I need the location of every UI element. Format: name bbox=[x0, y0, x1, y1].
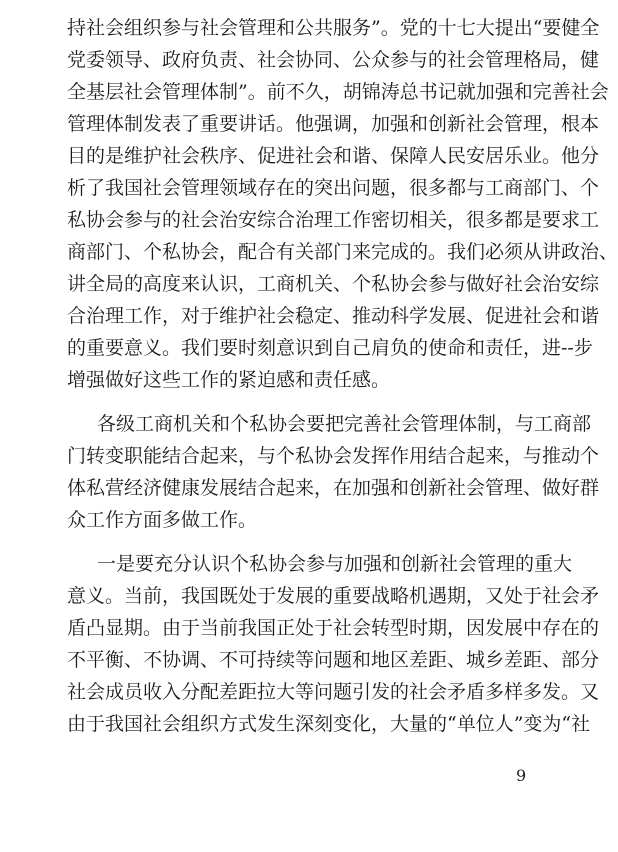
paragraph-3-line-3: 盾凸显期。由于当前我国正处于社会转型时期，因发展中存在的 bbox=[67, 617, 600, 639]
paragraph-2-line-1: 各级工商机关和个私协会要把完善社会管理体制，与工商部 bbox=[97, 413, 592, 435]
paragraph-1-line-6: 析了我国社会管理领域存在的突出问题，很多都与工商部门、个 bbox=[67, 177, 600, 199]
paragraph-3-line-5: 社会成员收入分配差距拉大等问题引发的社会矛盾多样多发。又 bbox=[67, 681, 600, 703]
paragraph-3-line-2: 意义。当前，我国既处于发展的重要战略机遇期，又处于社会矛 bbox=[67, 585, 600, 607]
paragraph-3-line-1: 一是要充分认识个私协会参与加强和创新社会管理的重大 bbox=[97, 553, 573, 575]
paragraph-1-line-4: 管理体制发表了重要讲话。他强调，加强和创新社会管理，根本 bbox=[67, 113, 600, 135]
paragraph-3-line-4: 不平衡、不协调、不可持续等问题和地区差距、城乡差距、部分 bbox=[67, 649, 600, 671]
paragraph-2-line-3: 体私营经济健康发展结合起来，在加强和创新社会管理、做好群 bbox=[67, 477, 600, 499]
page-number: 9 bbox=[516, 766, 527, 785]
paragraph-1-line-3: 全基层社会管理体制”。前不久，胡锦涛总书记就加强和完善社会 bbox=[67, 81, 609, 103]
paragraph-1-line-12: 增强做好这些工作的紧迫感和责任感。 bbox=[67, 369, 391, 391]
paragraph-1-line-9: 讲全局的高度来认识，工商机关、个私协会参与做好社会治安综 bbox=[67, 273, 600, 295]
paragraph-1-line-1: 持社会组织参与社会管理和公共服务”。党的十七大提出“要健全 bbox=[67, 17, 600, 39]
paragraph-3-line-6: 由于我国社会组织方式发生深刻变化，大量的“单位人”变为“社 bbox=[67, 713, 591, 735]
paragraph-2-line-2: 门转变职能结合起来，与个私协会发挥作用结合起来，与推动个 bbox=[67, 445, 600, 467]
paragraph-1-line-7: 私协会参与的社会治安综合治理工作密切相关，很多都是要求工 bbox=[67, 209, 600, 231]
paragraph-1-line-11: 的重要意义。我们要时刻意识到自己肩负的使命和责任，进--步 bbox=[67, 337, 593, 359]
paragraph-2-line-4: 众工作方面多做工作。 bbox=[67, 509, 258, 531]
paragraph-1-line-5: 目的是维护社会秩序、促进社会和谐、保障人民安居乐业。他分 bbox=[67, 145, 600, 167]
paragraph-1-line-2: 党委领导、政府负责、社会协同、公众参与的社会管理格局，健 bbox=[67, 49, 600, 71]
paragraph-1-line-10: 合治理工作，对于维护社会稳定、推动科学发展、促进社会和谐 bbox=[67, 305, 600, 327]
paragraph-1-line-8: 商部门、个私协会，配合有关部门来完成的。我们必须从讲政治、 bbox=[67, 241, 618, 263]
